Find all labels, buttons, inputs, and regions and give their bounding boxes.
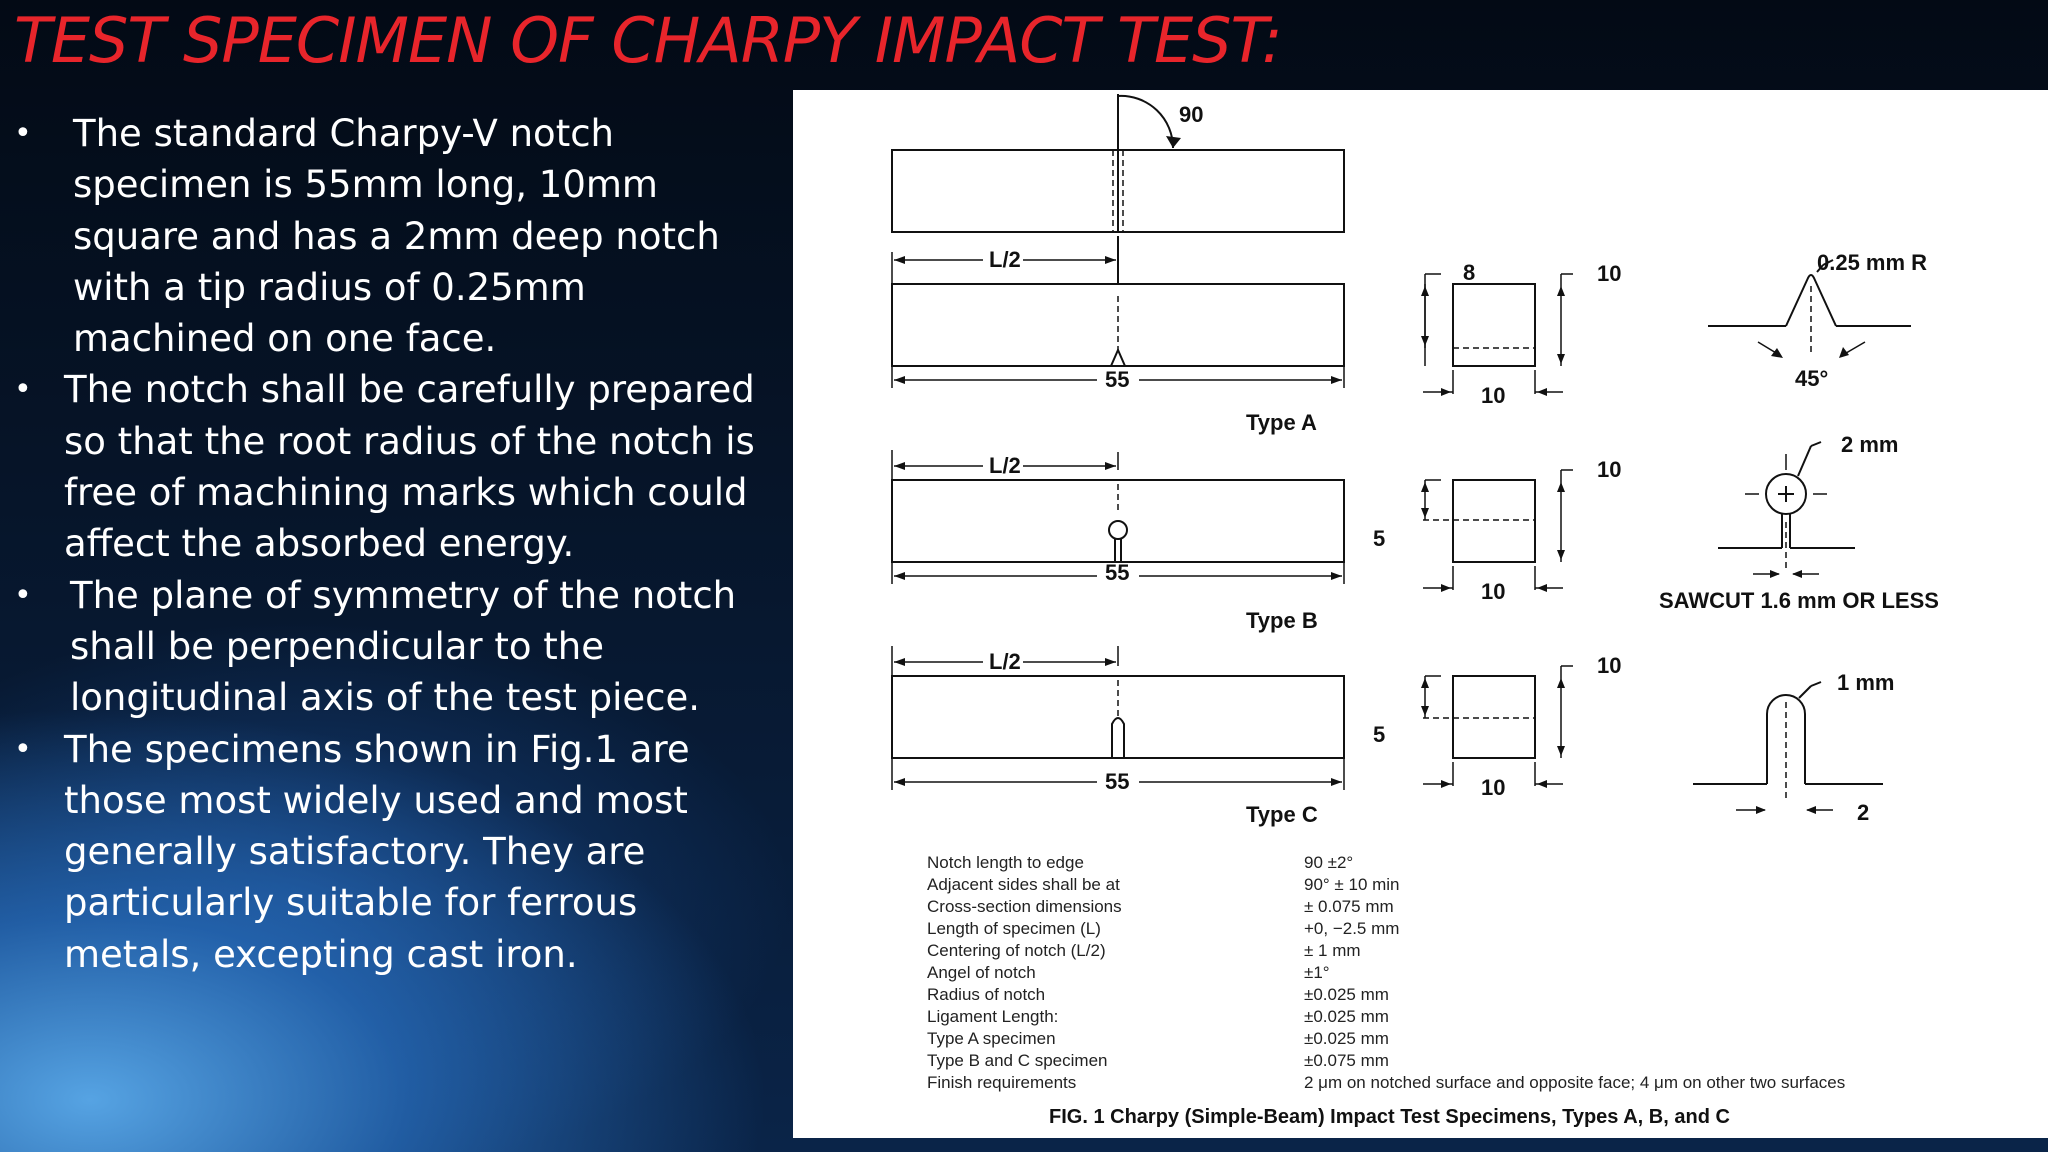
length-55-label: 55 [1105, 769, 1130, 794]
half-length-label: L/2 [989, 453, 1021, 478]
tolerance-value: ± 0.075 mm [1304, 897, 1394, 916]
dim-10-label: 10 [1481, 775, 1506, 800]
type-b-label: Type B [1246, 608, 1318, 633]
type-a-specimen [892, 236, 1927, 435]
tolerance-name: Adjacent sides shall be at [927, 875, 1120, 894]
length-55-label: 55 [1105, 367, 1130, 392]
tolerance-name: Length of specimen (L) [927, 919, 1101, 938]
tolerance-name: Type A specimen [927, 1029, 1056, 1048]
tolerance-value: ±0.025 mm [1304, 1007, 1389, 1026]
tolerance-name: Type B and C specimen [927, 1051, 1108, 1070]
dim-10-label: 10 [1597, 261, 1622, 286]
angle-45-label: 45° [1795, 366, 1829, 391]
bullet-item: • The plane of symmetry of the notch shall be perpendicular to the longitudinal axis of the test piece. [14, 570, 774, 724]
specimen-figure [793, 90, 2048, 1138]
tolerance-name: Finish requirements [927, 1073, 1077, 1092]
angle-90-label: 90 [1179, 102, 1204, 127]
bullet-item: • The specimens shown in Fig.1 are those most widely used and most generally satisfactory. They are particularly suitable for ferrous metals, excepting cast iron. [14, 724, 774, 980]
tolerance-value: 2 μm on notched surface and opposite face; 4 μm on other two surfaces [1304, 1073, 1846, 1092]
tolerance-value: 90 ±2° [1304, 853, 1354, 872]
two-mm-label: 2 mm [1841, 432, 1899, 457]
slide-title: TEST SPECIMEN OF CHARPY IMPACT TEST: [14, 4, 1282, 77]
dim-8-label: 8 [1463, 260, 1476, 285]
dim-10-label: 10 [1597, 653, 1622, 678]
type-c-specimen [892, 646, 1894, 827]
bullet-item: • The notch shall be carefully prepared so that the root radius of the notch is free of machining marks which could affect the absorbed energy. [14, 364, 774, 569]
one-mm-label: 1 mm [1837, 670, 1895, 695]
bullet-list [14, 108, 774, 980]
tolerance-name: Radius of notch [927, 985, 1046, 1004]
dim-5-label: 5 [1373, 526, 1386, 551]
tolerance-table [927, 853, 1845, 1092]
two-label: 2 [1857, 800, 1870, 825]
tolerance-value: ± 1 mm [1304, 941, 1361, 960]
half-length-label: L/2 [989, 247, 1021, 272]
bullet-item: • The standard Charpy-V notch specimen is 55mm long, 10mm square and has a 2mm deep notch with a tip radius of 0.25mm machined on one face. [14, 108, 774, 364]
tolerance-value: ±0.025 mm [1304, 985, 1389, 1004]
tolerance-value: ±0.075 mm [1304, 1051, 1389, 1070]
tolerance-name: Angel of notch [927, 963, 1036, 982]
type-b-specimen [892, 432, 1939, 633]
type-a-label: Type A [1246, 410, 1317, 435]
radius-label: 0.25 mm R [1817, 250, 1928, 275]
tolerance-value: +0, −2.5 mm [1304, 919, 1400, 938]
dim-10-label: 10 [1481, 579, 1506, 604]
dim-5-label: 5 [1373, 722, 1386, 747]
half-length-label: L/2 [989, 649, 1021, 674]
length-55-label: 55 [1105, 560, 1130, 585]
tolerance-name: Ligament Length: [927, 1007, 1059, 1026]
specimen-drawing [793, 90, 2048, 1138]
tolerance-name: Centering of notch (L/2) [927, 941, 1106, 960]
tolerance-value: ±0.025 mm [1304, 1029, 1389, 1048]
figure-caption: FIG. 1 Charpy (Simple-Beam) Impact Test Specimens, Types A, B, and C [1049, 1106, 1730, 1128]
sawcut-label: SAWCUT 1.6 mm OR LESS [1659, 588, 1939, 613]
dim-10-label: 10 [1597, 457, 1622, 482]
tolerance-name: Notch length to edge [927, 853, 1084, 872]
top-view [892, 94, 1344, 232]
tolerance-name: Cross-section dimensions [927, 897, 1122, 916]
tolerance-value: 90° ± 10 min [1304, 875, 1400, 894]
type-c-label: Type C [1246, 802, 1318, 827]
dim-10-label: 10 [1481, 383, 1506, 408]
tolerance-value: ±1° [1304, 963, 1330, 982]
